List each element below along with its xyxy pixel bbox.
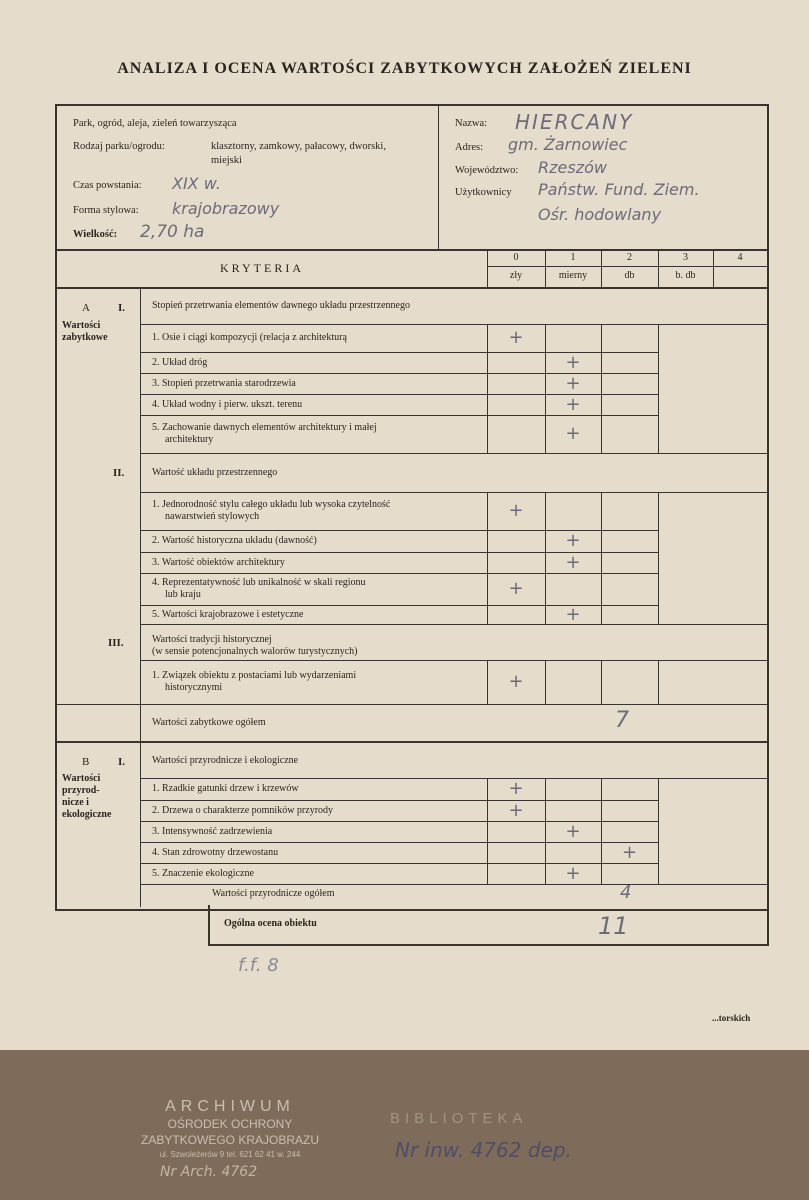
column-divider — [545, 552, 546, 573]
section-b1-title: Wartości przyrodnicze i ekologiczne — [152, 755, 299, 766]
score-mark: + — [508, 500, 524, 521]
criterion-label: 3. Intensywność zadrzewienia — [152, 825, 273, 837]
scale-number: 1 — [570, 252, 576, 263]
row-divider — [140, 573, 658, 574]
criterion-label-2: nawarstwień stylowych — [165, 511, 260, 522]
column-divider — [601, 373, 602, 394]
column-divider — [545, 352, 546, 373]
column-divider — [658, 352, 659, 373]
column-divider — [487, 324, 488, 352]
style-label: Forma stylowa: — [73, 205, 139, 216]
column-divider — [487, 415, 488, 453]
criterion-label-2: architektury — [165, 434, 214, 445]
criterion-label: 1. Jednorodność stylu całego układu lub wysoka czytelność — [152, 499, 391, 510]
group-b-name-1: Wartości — [62, 773, 101, 784]
column-divider — [601, 530, 602, 552]
column-divider — [545, 573, 546, 605]
column-divider — [601, 778, 602, 800]
stamp-line-1: ARCHIWUM — [165, 1098, 295, 1115]
criterion-label: 5. Zachowanie dawnych elementów architektury i małej — [152, 422, 377, 433]
column-divider — [545, 842, 546, 863]
province-value: Rzeszów — [538, 158, 607, 177]
footer-fragment: ...torskich — [712, 1013, 751, 1023]
stamp-line-4: ul. Szwoleżerów 9 tel. 621 62 41 w. 244 — [159, 1150, 301, 1159]
column-divider — [545, 492, 546, 530]
score-mark: + — [565, 393, 581, 415]
name-label: Nazwa: — [455, 118, 488, 129]
column-divider — [658, 800, 659, 821]
column-divider — [601, 552, 602, 573]
group-b-roman-1: I. — [118, 756, 126, 768]
column-divider — [658, 373, 659, 394]
column-divider — [601, 605, 602, 624]
address-label: Adres: — [455, 142, 483, 153]
column-divider — [487, 605, 488, 624]
section-a3-title-2: (w sensie potencjonalnych walorów turystycznych) — [152, 646, 358, 657]
score-mark: + — [565, 530, 581, 551]
column-divider — [658, 552, 659, 573]
column-divider — [601, 821, 602, 842]
criterion-label: 1. Związek obiektu z postaciami lub wydarzeniami — [152, 670, 357, 681]
group-b-total-label: Wartości przyrodnicze ogółem — [212, 888, 335, 899]
type-label: Park, ogród, aleja, zieleń towarzysząca — [73, 118, 237, 129]
column-divider — [658, 324, 659, 352]
score-mark: + — [621, 841, 638, 863]
stamp2-hand: Nr inw. 4762 dep. — [395, 1138, 572, 1162]
scale-name: mierny — [558, 270, 588, 281]
handwritten-note: f.f. 8 — [238, 955, 279, 976]
group-b-name-2: przyrod- — [62, 785, 100, 796]
group-b-name-4: ekologiczne — [62, 809, 112, 820]
group-a-roman-2: II. — [113, 467, 125, 479]
province-label: Województwo: — [455, 165, 519, 176]
column-divider — [487, 530, 488, 552]
users-value-2: Ośr. hodowlany — [538, 205, 662, 224]
score-mark: + — [508, 799, 524, 821]
column-divider — [658, 573, 659, 605]
criterion-label: 2. Drzewa o charakterze pomników przyrody — [152, 804, 334, 816]
column-divider — [487, 778, 488, 800]
criterion-label-2: lub kraju — [165, 589, 201, 600]
column-divider — [545, 863, 546, 884]
column-divider — [601, 660, 602, 704]
column-divider — [658, 821, 659, 842]
column-divider — [658, 660, 659, 704]
stamp-line-3: ZABYTKOWEGO KRAJOBRAZU — [140, 1133, 320, 1147]
criterion-label: 5. Znaczenie ekologiczne — [152, 867, 254, 879]
criterion-label-2: historycznymi — [165, 682, 223, 693]
column-divider — [545, 660, 546, 704]
column-divider — [658, 605, 659, 624]
overall-label: Ogólna ocena obiektu — [224, 918, 317, 929]
group-a-roman-3: III. — [108, 637, 124, 649]
criterion-label: 5. Wartości krajobrazowe i estetyczne — [152, 608, 304, 620]
section-a3-title: Wartości tradycji historycznej — [152, 634, 272, 645]
column-divider — [487, 352, 488, 373]
column-divider — [487, 821, 488, 842]
column-divider — [545, 800, 546, 821]
column-divider — [658, 415, 659, 453]
column-divider — [601, 492, 602, 530]
column-divider — [658, 842, 659, 863]
column-divider — [658, 778, 659, 800]
group-a-letter: A — [82, 302, 90, 314]
users-value: Państw. Fund. Ziem. — [538, 180, 700, 199]
criterion-label: 1. Osie i ciągi kompozycji (relacja z architekturą — [152, 332, 347, 343]
style-value: krajobrazowy — [172, 199, 280, 218]
document-title: ANALIZA I OCENA WARTOŚCI ZABYTKOWYCH ZAŁOŻEŃ ZIELENI — [117, 60, 692, 77]
column-divider — [601, 394, 602, 415]
criterion-label: 3. Wartość obiektów architektury — [152, 556, 285, 568]
score-mark: + — [565, 423, 581, 444]
column-divider — [545, 394, 546, 415]
criteria-heading: KRYTERIA — [220, 261, 304, 275]
group-a-name: Wartości zabytkowe — [62, 320, 108, 343]
scale-name: b. db — [675, 270, 696, 281]
group-b-total-value: 4 — [620, 882, 632, 903]
column-divider — [487, 660, 488, 704]
row-divider — [140, 842, 658, 843]
kind-label: Rodzaj parku/ogrodu: — [73, 141, 165, 152]
column-divider — [601, 800, 602, 821]
column-divider — [601, 415, 602, 453]
scale-number: 0 — [513, 252, 519, 263]
column-divider — [487, 394, 488, 415]
column-divider — [658, 530, 659, 552]
column-divider — [545, 778, 546, 800]
scale-name: zły — [509, 270, 523, 281]
criterion-label: 4. Stan zdrowotny drzewostanu — [152, 846, 279, 858]
column-divider — [487, 800, 488, 821]
scale-number: 3 — [683, 252, 688, 263]
row-divider — [140, 415, 658, 416]
column-divider — [487, 863, 488, 884]
column-divider — [487, 492, 488, 530]
column-divider — [487, 373, 488, 394]
kind-values-2: miejski — [211, 155, 242, 166]
score-mark: + — [508, 778, 524, 799]
criterion-label: 2. Układ dróg — [152, 356, 208, 368]
column-divider — [545, 415, 546, 453]
group-b-letter: B — [82, 756, 90, 768]
score-mark: + — [565, 820, 581, 842]
group-a-roman-1: I. — [118, 302, 126, 314]
score-mark: + — [565, 372, 581, 394]
overall-value: 11 — [598, 912, 629, 940]
row-divider — [140, 800, 658, 801]
column-divider — [658, 863, 659, 884]
created-label: Czas powstania: — [73, 180, 142, 191]
column-divider — [601, 324, 602, 352]
name-value: HIERCANY — [515, 110, 634, 134]
column-divider — [545, 821, 546, 842]
column-divider — [601, 863, 602, 884]
column-divider — [658, 394, 659, 415]
column-divider — [601, 573, 602, 605]
criterion-label: 2. Wartość historyczna układu (dawność) — [152, 535, 317, 546]
kind-values: klasztorny, zamkowy, pałacowy, dworski, — [211, 141, 386, 152]
size-value: 2,70 ha — [140, 222, 205, 242]
group-a-total-label: Wartości zabytkowe ogółem — [152, 717, 266, 728]
score-mark: + — [565, 351, 581, 373]
stamp-line-2: OŚRODEK OCHRONY — [167, 1117, 293, 1131]
column-divider — [545, 324, 546, 352]
section-a2-title: Wartość układu przestrzennego — [152, 467, 278, 478]
score-mark: + — [565, 862, 581, 884]
group-b-name-3: nicze i — [62, 797, 89, 808]
column-divider — [487, 552, 488, 573]
size-label: Wielkość: — [73, 229, 118, 240]
column-divider — [658, 492, 659, 530]
column-divider — [545, 373, 546, 394]
criterion-label: 3. Stopień przetrwania starodrzewia — [152, 377, 296, 389]
column-divider — [487, 842, 488, 863]
scale-number: 2 — [627, 252, 632, 263]
scale-name: db — [624, 270, 635, 281]
column-divider — [545, 530, 546, 552]
column-divider — [545, 605, 546, 624]
score-mark: + — [565, 603, 581, 625]
criterion-label: 1. Rzadkie gatunki drzew i krzewów — [152, 783, 299, 794]
score-mark: + — [508, 327, 524, 348]
column-divider — [601, 842, 602, 863]
stamp-hand: Nr Arch. 4762 — [160, 1164, 258, 1180]
criterion-label: 4. Reprezentatywność lub unikalność w skali regionu — [152, 577, 366, 588]
created-value: XIX w. — [172, 174, 221, 193]
score-mark: + — [565, 551, 581, 573]
scale-number: 4 — [737, 252, 743, 263]
section-a1-title: Stopień przetrwania elementów dawnego układu przestrzennego — [152, 300, 410, 311]
score-mark: + — [508, 671, 524, 692]
group-a-total-value: 7 — [615, 708, 629, 733]
column-divider — [487, 573, 488, 605]
stamp2-line-1: BIBLIOTEKA — [390, 1110, 528, 1127]
column-divider — [601, 352, 602, 373]
score-mark: + — [508, 578, 524, 599]
users-label: Użytkownicy — [455, 187, 512, 198]
address-value: gm. Żarnowiec — [508, 135, 628, 154]
criterion-label: 4. Układ wodny i pierw. ukszt. terenu — [152, 398, 303, 410]
